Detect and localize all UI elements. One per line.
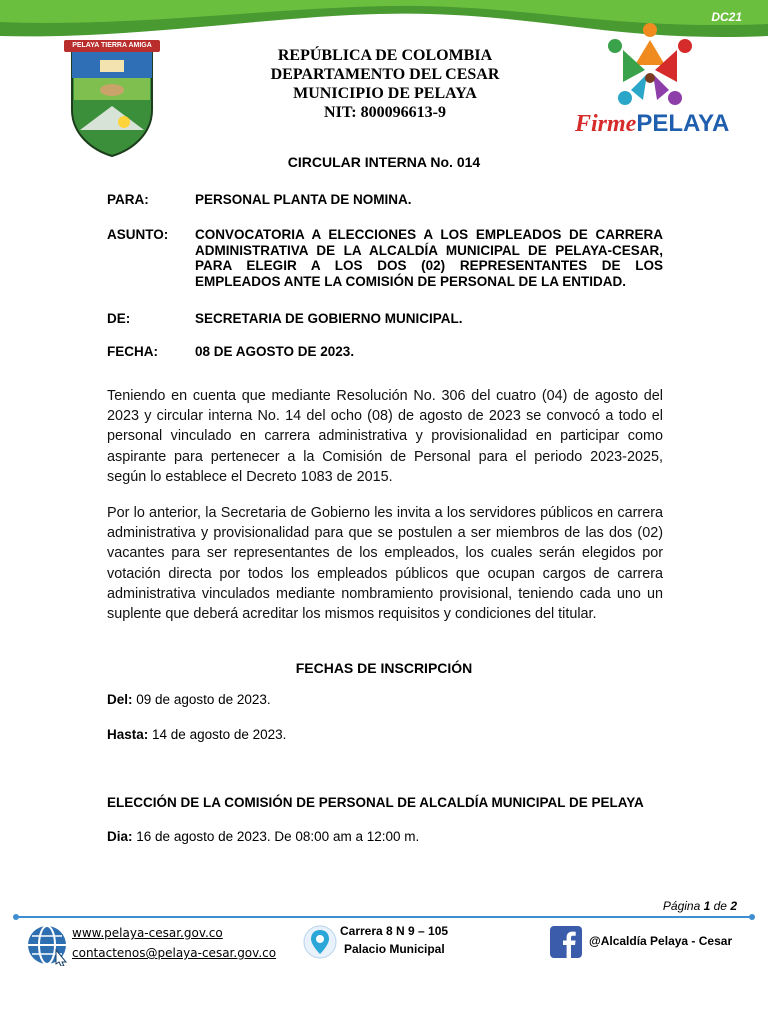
header-line-municipality: MUNICIPIO DE PELAYA <box>293 85 477 102</box>
circular-title: CIRCULAR INTERNA No. 014 <box>287 154 481 170</box>
election-day-value: 16 de agosto de 2023. De 08:00 am a 12:00 m. <box>136 829 420 844</box>
people-star-icon <box>575 20 725 110</box>
field-asunto <box>107 227 663 291</box>
field-fecha-value: 08 DE AGOSTO DE 2023. <box>195 344 355 359</box>
institution-header <box>230 46 540 122</box>
field-para <box>107 192 663 210</box>
wordmark-pelaya: PELAYA <box>636 110 730 137</box>
footer-email-link[interactable]: contactenos@pelaya-cesar.gov.co <box>72 946 277 960</box>
footer-facebook-handle: @Alcaldía Pelaya - Cesar <box>589 934 733 948</box>
shield-banner-text: PELAYA TIERRA AMIGA <box>72 42 152 49</box>
page-number-middle: de <box>710 899 731 913</box>
field-asunto-label: ASUNTO: <box>107 227 169 242</box>
body-paragraph-1: Teniendo en cuenta que mediante Resolución No. 306 del cuatro (04) de agosto del 2023 y circular interna No. 14 del ocho (08) de agosto de 2023 se convocó a todo el personal vinculado en carrera administrativa y provisionalidad en participar como aspirante para pertenecer a la Comisión de Personal para el periodo 2023-2025, según lo establece el Decreto 1083 de 2015. <box>107 388 663 485</box>
field-fecha-label: FECHA: <box>107 344 158 359</box>
municipal-shield-logo <box>62 34 162 158</box>
globe-icon <box>26 924 68 966</box>
election-day-label: Dia: <box>107 829 133 844</box>
footer-address-line2: Palacio Municipal <box>344 942 445 956</box>
field-fecha <box>107 344 663 362</box>
footer-address-line1: Carrera 8 N 9 – 105 <box>340 924 449 938</box>
page-number <box>663 899 737 913</box>
location-pin-icon <box>303 924 337 960</box>
wordmark-firme: Firme <box>575 111 637 137</box>
facebook-icon[interactable] <box>550 926 582 958</box>
page-number-current: 1 <box>703 899 711 913</box>
field-de-value: SECRETARIA DE GOBIERNO MUNICIPAL. <box>195 311 463 326</box>
document-code: DC21 <box>711 10 742 24</box>
field-asunto-value: CONVOCATORIA A ELECCIONES A LOS EMPLEADOS DE CARRERA ADMINISTRATIVA DE LA ALCALDÍA MUNICIPAL DE PELAYA-CESAR, PARA ELEGIR A LOS DOS (02) REPRESENTANTES DE LOS EMPLEADOS ANTE LA COMISIÓN DE PERSONAL DE LA ENTIDAD. <box>195 227 663 289</box>
inscription-end-value: 14 de agosto de 2023. <box>152 727 287 742</box>
body-paragraph-2: Por lo anterior, la Secretaria de Gobierno les invita a los servidores públicos en carrera administrativa y provisionalidad para que se postulen a ser miembros de las dos (02) vacantes para ser representantes de los empleados, los cuales serán elegidos por votación directa por todos los empleados públicos que ocupan cargos de carrera administrativa vinculados mediante nombramiento provisional, teniendo cada uno un suplente que deberá acreditar los mismos requisitos y condiciones del titular. <box>107 505 663 623</box>
field-de <box>107 311 663 329</box>
header-line-department: DEPARTAMENTO DEL CESAR <box>270 66 500 83</box>
firme-pelaya-wordmark <box>575 110 730 138</box>
page-number-total: 2 <box>730 899 737 913</box>
inscription-start-value: 09 de agosto de 2023. <box>136 692 271 707</box>
election-day <box>107 829 419 844</box>
firme-pelaya-logo <box>575 20 730 150</box>
footer-website-link[interactable]: www.pelaya-cesar.gov.co <box>72 926 223 940</box>
header-line-country: REPÚBLICA DE COLOMBIA <box>277 47 493 64</box>
field-para-value: PERSONAL PLANTA DE NOMINA. <box>195 192 412 207</box>
inscription-start-label: Del: <box>107 692 133 707</box>
inscription-end-date <box>107 727 286 742</box>
election-section-title: ELECCIÓN DE LA COMISIÓN DE PERSONAL DE ALCALDÍA MUNICIPAL DE PELAYA <box>107 795 644 810</box>
field-de-label: DE: <box>107 311 131 326</box>
inscription-start-date <box>107 692 271 707</box>
footer-divider <box>12 913 756 921</box>
field-para-label: PARA: <box>107 192 149 207</box>
header-line-nit: NIT: 800096613-9 <box>324 104 446 121</box>
inscription-section-title: FECHAS DE INSCRIPCIÓN <box>295 660 473 676</box>
page-number-prefix: Página <box>662 899 704 913</box>
inscription-end-label: Hasta: <box>107 727 149 742</box>
